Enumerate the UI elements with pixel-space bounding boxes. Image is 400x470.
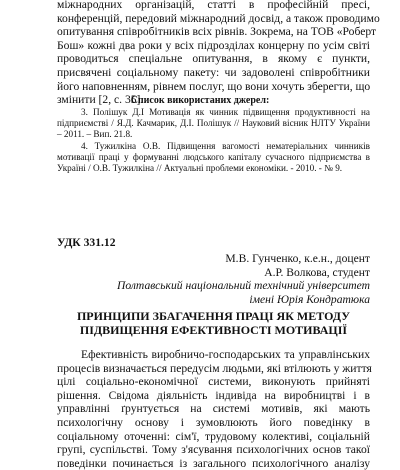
reference-line: 3. Полішук Д.І Мотивація як чинник підвищення продуктивності на: [81, 107, 370, 117]
authors-block: [57, 252, 370, 306]
reference-item: [57, 141, 370, 175]
author-line: А.Р. Волкова, студент: [264, 265, 370, 279]
reference-line: Україні / О.В. Тужилкіна // Актуальні проблеми економіки. - 2010. - № 9.: [57, 162, 343, 173]
intro-line: присвячені соціальному пакету: чи задоволені співробітники: [57, 65, 370, 79]
main-line: психологічну основу і зумовлюють його поведінку в: [57, 415, 370, 429]
intro-line: змінити [2, с. 35].: [57, 93, 144, 107]
references-list: [57, 107, 370, 174]
article-title: [57, 309, 370, 337]
udk-code: УДК 331.12: [57, 236, 116, 249]
reference-line: 4. Тужилкіна О.В. Підвищення вагомості нематеріальних чинників: [81, 140, 370, 151]
intro-line: міжнародних організацій, статті в професійній пресі,: [57, 0, 370, 11]
title-line: ПРИНЦИПИ ЗБАГАЧЕННЯ ПРАЦІ ЯК МЕТОДУ: [76, 309, 351, 323]
main-line: поведінки починається із загального психологічного аналізу: [57, 456, 370, 470]
main-line: соціальному оточенні: сім'ї, трудовому колективі, соціальній: [57, 429, 370, 443]
author-line: М.В. Гунченко, к.е.н., доцент: [225, 252, 370, 265]
reference-line: мотивації праці у формуванні людського капіталу сучасного підприємства в: [57, 151, 370, 162]
main-line: цілі соціально-економічної системи, виконують прийняті: [57, 375, 370, 389]
affiliation-line: Полтавський національний технічний університет: [117, 279, 370, 293]
main-line: управлінні ґрунтується на системі мотивів, які мають: [57, 402, 370, 416]
reference-line: – 2011. – Вип. 21.8.: [57, 129, 133, 140]
main-line: процесів визначається передусім людьми, які втілюють у життя: [57, 361, 372, 375]
main-line: рішення. Свідома діяльність індивіда на виробництві і в: [57, 388, 370, 402]
intro-line: опитування співробітників всіх рівнів. Зокрема, на ТОВ «Роберт: [57, 25, 377, 39]
intro-line: Бош» кожні два роки у всіх підрозділах концерну по усім світі: [57, 38, 370, 52]
main-line: Ефективність виробничо-господарських та управлінських: [81, 348, 370, 361]
intro-line: конференцій, передовий міжнародний досвід, а також проводимо: [57, 11, 380, 25]
title-line: ПІДВИЩЕННЯ ЕФЕКТИВНОСТІ МОТИВАЦІЇ: [79, 323, 348, 337]
references-title: Список використаних джерел:: [130, 95, 270, 106]
reference-line: підприємстві / Я.Д. Качмарик, Д.І. Полішук // Науковий вісник НЛТУ України: [57, 118, 370, 129]
intro-line: проводиться спеціальне опитування, в якому є пункти,: [57, 52, 370, 66]
reference-item: [57, 107, 370, 141]
main-paragraph: [57, 348, 370, 470]
main-line: групі, суспільстві. Тому з'ясування психологічних основ такої: [57, 443, 370, 457]
intro-line: його наповненням, рівнем послуг, що вони хочуть зберегти, що: [57, 79, 371, 93]
intro-paragraph: [57, 0, 380, 107]
affiliation-line: імені Юрія Кондратюка: [249, 292, 370, 306]
